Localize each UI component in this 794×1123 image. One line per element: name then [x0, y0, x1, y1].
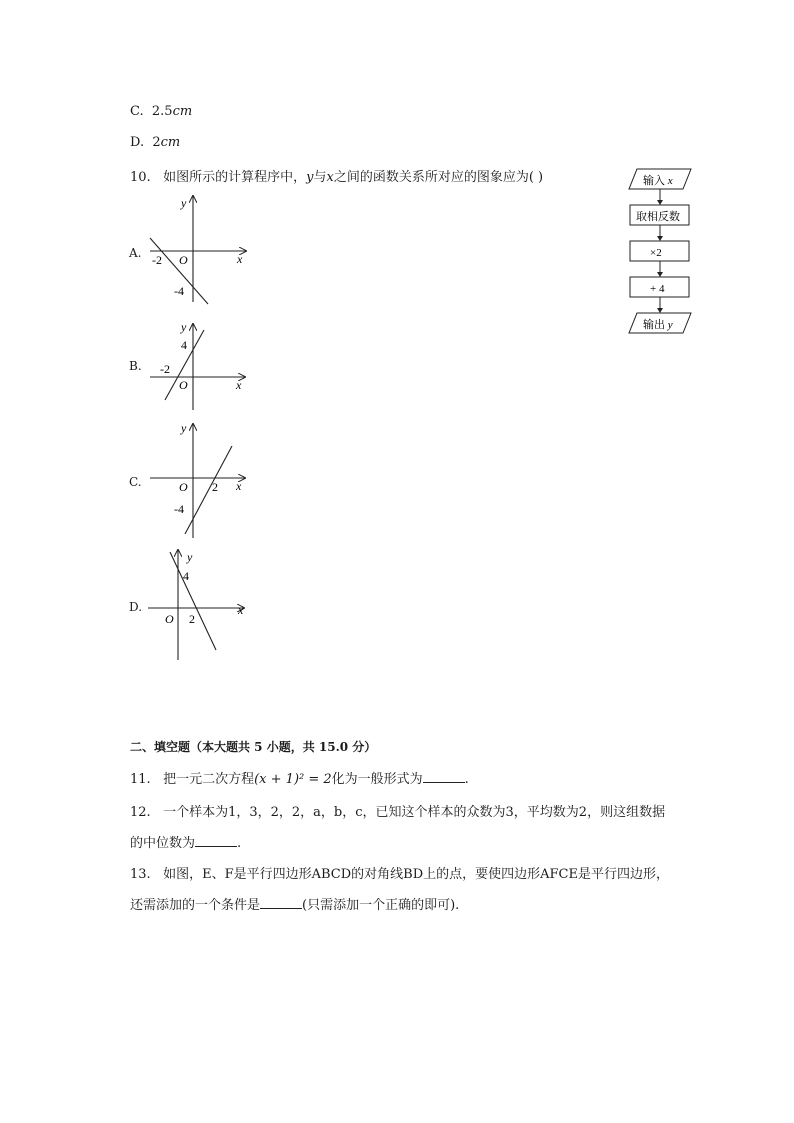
tick-label: 2: [212, 480, 218, 494]
answer-blank[interactable]: [423, 770, 465, 783]
option-d-value: 2: [152, 135, 161, 150]
option-d-unit: cm: [160, 135, 181, 150]
section-title: 二、填空题（本大题共 5 小题，共 15.0 分）: [130, 740, 377, 754]
origin-label: O: [179, 480, 188, 494]
q11-number: 11.: [130, 772, 151, 787]
option-c-value: 2.5: [151, 104, 173, 119]
input-label: 输入 x: [643, 175, 673, 187]
option-c: [130, 104, 192, 119]
axis-y-label: y: [181, 196, 187, 210]
tick-label: 2: [189, 612, 195, 626]
axis-y-label: y: [181, 421, 187, 435]
q10-option-b-label: B.: [129, 359, 142, 373]
tick-label: -4: [174, 502, 184, 516]
q12-end: .: [237, 836, 242, 851]
q13-text-b: 还需添加的一个条件是: [130, 898, 261, 913]
arrow-head: [657, 236, 663, 241]
q12-line2: [130, 832, 241, 851]
q10-var-x: x: [326, 170, 334, 185]
q13-text-c: (只需添加一个正确的即可).: [302, 898, 460, 913]
step-negate-label: 取相反数: [636, 211, 680, 223]
option-d-label: D.: [130, 135, 145, 150]
q10-text-c: 之间的函数关系所对应的图象应为( ): [333, 170, 544, 185]
axis-x-label: x: [236, 378, 242, 392]
q13-number: 13.: [130, 867, 151, 882]
q12-number: 12.: [130, 805, 151, 820]
output-label: 输出 y: [643, 319, 673, 331]
q10-text-a: 如图所示的计算程序中，: [163, 170, 307, 185]
q12-text: 一个样本为1，3，2，2，a，b，c，已知这个样本的众数为3，平均数为2，则这组数据: [163, 805, 666, 820]
tick-label: -4: [174, 284, 184, 298]
origin-label: O: [179, 253, 188, 267]
q11-text-a: 把一元二次方程: [163, 772, 255, 787]
graph-c: [140, 418, 260, 540]
graph-d: [140, 544, 260, 664]
q10-stem: [130, 166, 543, 185]
flowchart: [620, 164, 700, 339]
option-c-label: C.: [130, 104, 144, 119]
q13-line1: [130, 863, 669, 882]
q13-line2: [130, 894, 459, 913]
function-line: [170, 552, 216, 650]
q12-text-b: 的中位数为: [130, 836, 196, 851]
tick-label: -2: [152, 253, 162, 267]
step-multiply-label: ×2: [650, 247, 662, 259]
axis-x-label: x: [238, 603, 244, 617]
step-add-label: + 4: [650, 283, 665, 295]
q13-text: 如图，E、F是平行四边形ABCD的对角线BD上的点，要使四边形AFCE是平行四边形，: [163, 867, 669, 882]
q10-option-d-label: D.: [129, 600, 143, 614]
origin-label: O: [179, 378, 188, 392]
answer-blank[interactable]: [195, 834, 237, 847]
q10-text-b: 与: [313, 170, 327, 185]
q10-option-a-label: A.: [129, 246, 142, 260]
q11-equation: (x + 1)² = 2: [254, 772, 332, 787]
q11-end: .: [464, 772, 469, 787]
arrow-head: [657, 200, 663, 205]
q12-line1: [130, 801, 665, 820]
tick-label: 4: [181, 338, 187, 352]
option-d: [130, 135, 180, 150]
tick-label: -2: [160, 362, 170, 376]
function-line: [185, 446, 232, 534]
q11: [130, 768, 469, 787]
arrow-head: [657, 272, 663, 277]
q10-option-c-label: C.: [129, 475, 142, 489]
q10-number: 10.: [130, 170, 151, 185]
axis-y-label: y: [181, 320, 187, 334]
q11-text-b: 化为一般形式为: [331, 772, 423, 787]
graph-a: [140, 190, 260, 310]
option-c-unit: cm: [172, 104, 193, 119]
tick-label: 4: [183, 569, 189, 583]
axis-y-label: y: [187, 550, 193, 564]
q10-var-y: y: [306, 170, 314, 185]
axis-x-label: x: [237, 252, 243, 266]
arrow-head: [657, 308, 663, 313]
axis-x-label: x: [236, 479, 242, 493]
graph-b: [140, 318, 260, 413]
origin-label: O: [165, 612, 174, 626]
answer-blank[interactable]: [260, 896, 302, 909]
